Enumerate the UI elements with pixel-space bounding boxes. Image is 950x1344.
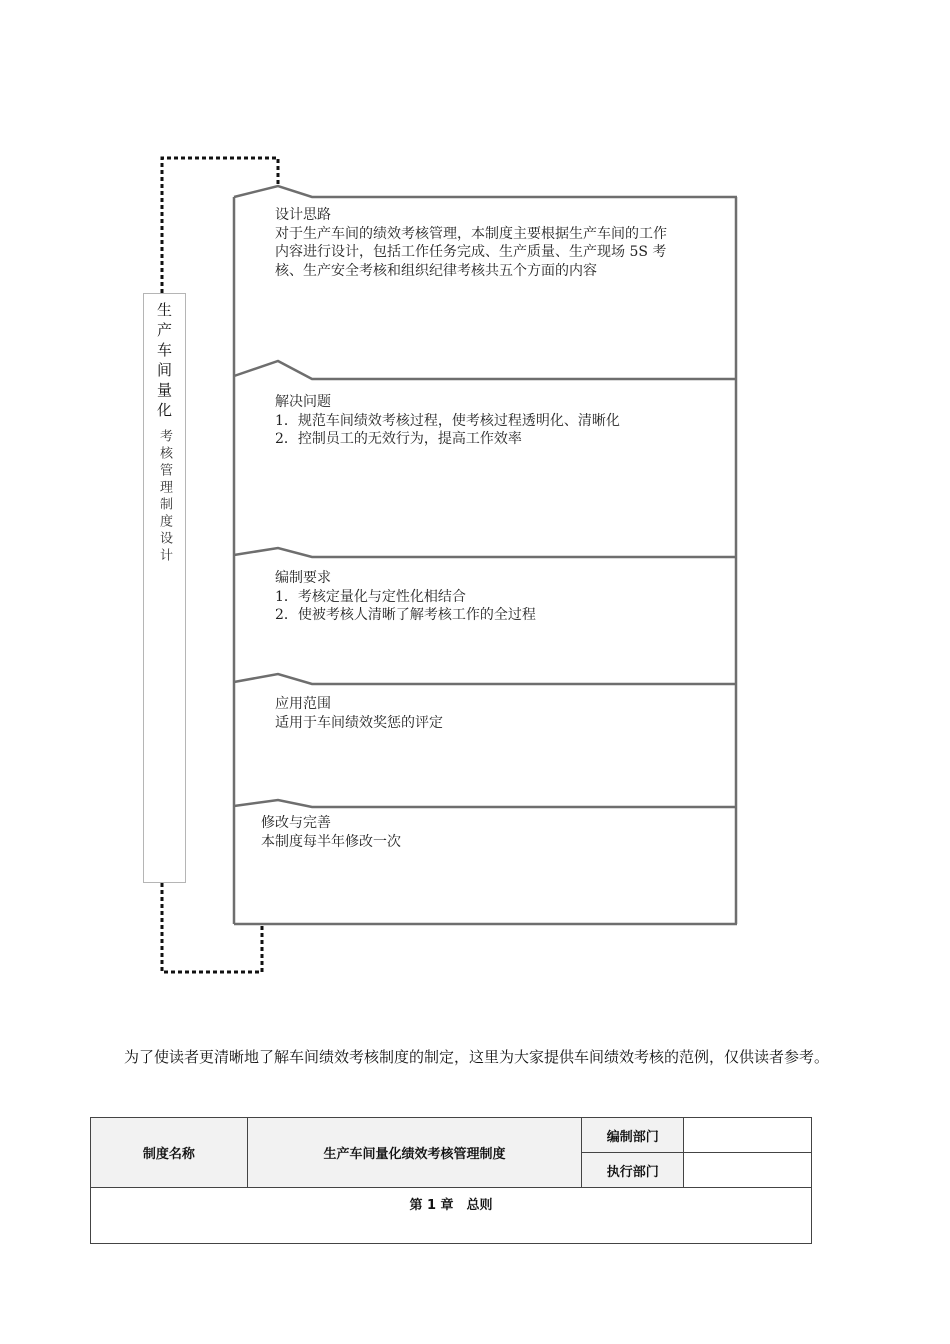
section-line: 对于生产车间的绩效考核管理，本制度主要根据生产车间的工作: [275, 225, 667, 242]
separator-1: [234, 186, 737, 197]
section-title: 应用范围: [275, 696, 331, 712]
section-line: 1．规范车间绩效考核过程，使考核过程透明化、清晰化: [275, 412, 620, 429]
section-title: 设计思路: [275, 207, 331, 223]
separator-3: [234, 548, 737, 557]
policy-name-value: 生产车间量化绩效考核管理制度: [247, 1118, 582, 1188]
section-line: 本制度每半年修改一次: [261, 833, 401, 850]
section-line: 2．控制员工的无效行为，提高工作效率: [275, 431, 522, 447]
section-requirements: [275, 569, 735, 625]
compile-dept-value[interactable]: [684, 1118, 812, 1153]
separator-2: [234, 361, 737, 379]
section-title: 修改与完善: [261, 815, 331, 831]
section-line: 2．使被考核人清晰了解考核工作的全过程: [275, 607, 536, 623]
dashed-bracket-bottom: [162, 883, 262, 972]
section-revision: [261, 814, 731, 851]
vertical-title-bold: 生产车间量化: [155, 302, 173, 422]
separator-4: [234, 674, 737, 684]
policy-name-label: 制度名称: [91, 1118, 248, 1188]
section-design-thinking: [275, 206, 735, 280]
separator-5: [234, 800, 737, 807]
execute-dept-value[interactable]: [684, 1153, 812, 1188]
section-scope: [275, 695, 735, 732]
dashed-bracket-top: [162, 158, 278, 293]
section-line: 核、生产安全考核和组织纪律考核共五个方面的内容: [275, 262, 597, 279]
section-problems-solved: [275, 393, 735, 449]
section-line: 1．考核定量化与定性化相结合: [275, 588, 466, 605]
compile-dept-label: 编制部门: [582, 1118, 684, 1153]
intro-paragraph: 为了使读者更清晰地了解车间绩效考核制度的制定，这里为大家提供车间绩效考核的范例，仅供读者参考。: [124, 1048, 830, 1066]
chapter-row: [91, 1188, 812, 1244]
section-title: 解决问题: [275, 394, 331, 410]
execute-dept-label: 执行部门: [582, 1153, 684, 1188]
section-line: 内容进行设计，包括工作任务完成、生产质量、生产现场 5S 考: [275, 244, 667, 260]
vertical-title-thin: 考核管理制度设计: [157, 429, 172, 565]
chapter-title: 第 1 章 总则: [409, 1198, 493, 1213]
section-line: 适用于车间绩效奖惩的评定: [275, 714, 443, 731]
policy-header-table: [90, 1117, 812, 1244]
section-title: 编制要求: [275, 570, 331, 586]
vertical-title-box: [143, 293, 186, 883]
